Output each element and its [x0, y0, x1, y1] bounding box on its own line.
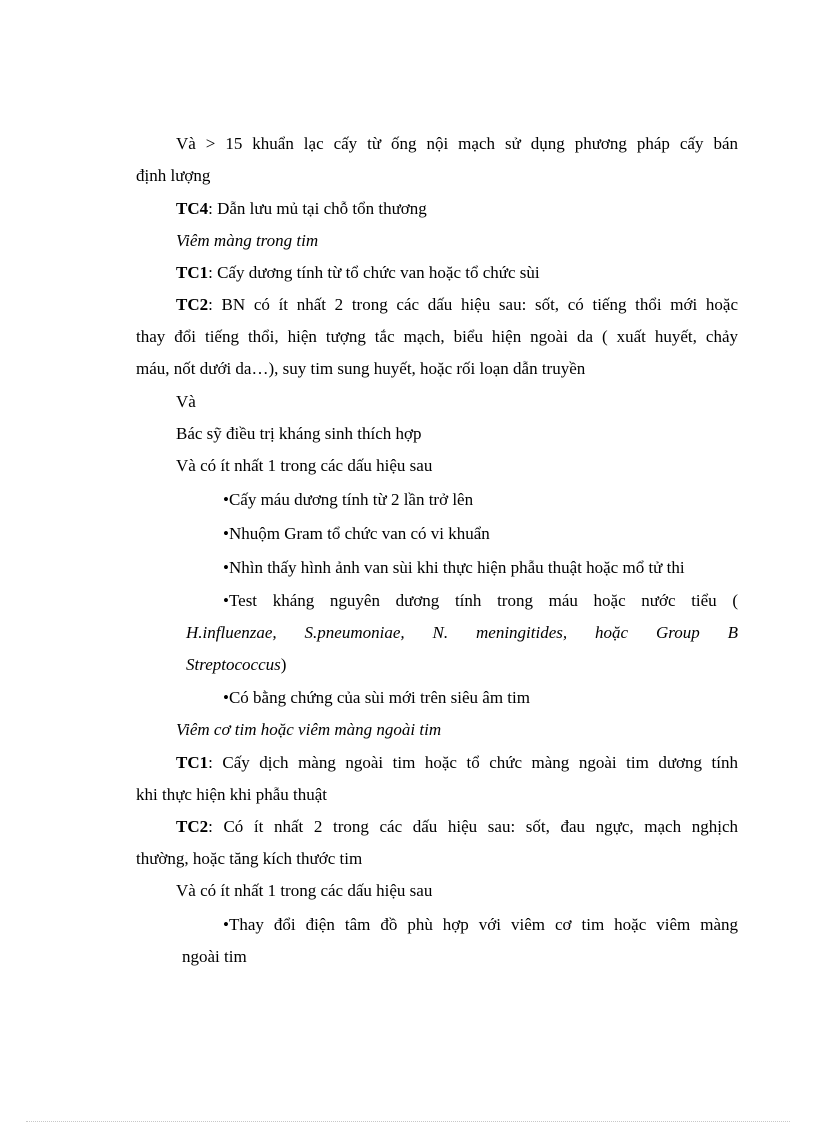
criterion-tc2: TC2: BN có ít nhất 2 trong các dấu hiệu sau: sốt, có tiếng thổi mới hoặc — [176, 295, 738, 314]
paragraph-line: Và có ít nhất 1 trong các dấu hiệu sau — [176, 456, 433, 475]
paragraph-line: Bác sỹ điều trị kháng sinh thích hợp — [176, 424, 422, 443]
criterion-tc1: TC1: Cấy dịch màng ngoài tim hoặc tổ chức màng ngoài tim dương tính — [176, 753, 738, 772]
bullet-icon: • — [223, 524, 229, 543]
paragraph-line: Và có ít nhất 1 trong các dấu hiệu sau — [176, 881, 433, 900]
paragraph-line: Và — [176, 392, 196, 411]
criterion-label: TC2 — [176, 295, 209, 314]
list-item-continuation: ngoài tim — [182, 947, 247, 966]
list-item: •Test kháng nguyên dương tính trong máu hoặc nước tiểu ( — [223, 591, 738, 610]
paragraph-line: định lượng — [136, 166, 211, 185]
criterion-tc2: TC2: Có ít nhất 2 trong các dấu hiệu sau: sốt, đau ngực, mạch nghịch — [176, 817, 738, 836]
list-item: •Cấy máu dương tính từ 2 lần trở lên — [223, 490, 474, 509]
paragraph-line: máu, nốt dưới da…), suy tim sung huyết, hoặc rối loạn dẫn truyền — [136, 359, 586, 378]
criterion-label: TC4 — [176, 199, 209, 218]
paragraph-line: thay đổi tiếng thổi, hiện tượng tắc mạch, biểu hiện ngoài da ( xuất huyết, chảy — [136, 327, 738, 346]
paragraph-line: thường, hoặc tăng kích thước tim — [136, 849, 363, 868]
list-item-continuation: H.influenzae, S.pneumoniae, N. meningitides, hoặc Group B — [186, 623, 738, 642]
criterion-tc1: TC1: Cấy dương tính từ tổ chức van hoặc tổ chức sùi — [176, 263, 540, 282]
page-footer-divider — [26, 1121, 790, 1122]
list-item: •Có bằng chứng của sùi mới trên siêu âm tim — [223, 688, 530, 707]
section-heading-endocarditis: Viêm màng trong tim — [176, 231, 319, 250]
criterion-tc4: TC4: Dẫn lưu mủ tại chỗ tổn thương — [176, 199, 427, 218]
bullet-icon: • — [223, 688, 229, 707]
section-heading-myocarditis: Viêm cơ tim hoặc viêm màng ngoài tim — [176, 720, 442, 739]
bullet-icon: • — [223, 591, 229, 610]
paragraph-line: Và > 15 khuẩn lạc cấy từ ống nội mạch sử dụng phương pháp cấy bán — [176, 134, 738, 153]
criterion-label: TC1 — [176, 263, 209, 282]
list-item: •Thay đổi điện tâm đồ phù hợp với viêm cơ tim hoặc viêm màng — [223, 915, 738, 934]
list-item: •Nhuộm Gram tổ chức van có vi khuẩn — [223, 524, 490, 543]
bullet-icon: • — [223, 558, 229, 577]
bullet-icon: • — [223, 915, 229, 934]
bullet-icon: • — [223, 490, 229, 509]
list-item: •Nhìn thấy hình ảnh van sùi khi thực hiện phẫu thuật hoặc mổ tử thi — [223, 558, 685, 577]
criterion-label: TC1 — [176, 753, 209, 772]
paragraph-line: khi thực hiện khi phẫu thuật — [136, 785, 327, 804]
list-item-continuation: Streptococcus) — [186, 655, 287, 674]
criterion-label: TC2 — [176, 817, 209, 836]
